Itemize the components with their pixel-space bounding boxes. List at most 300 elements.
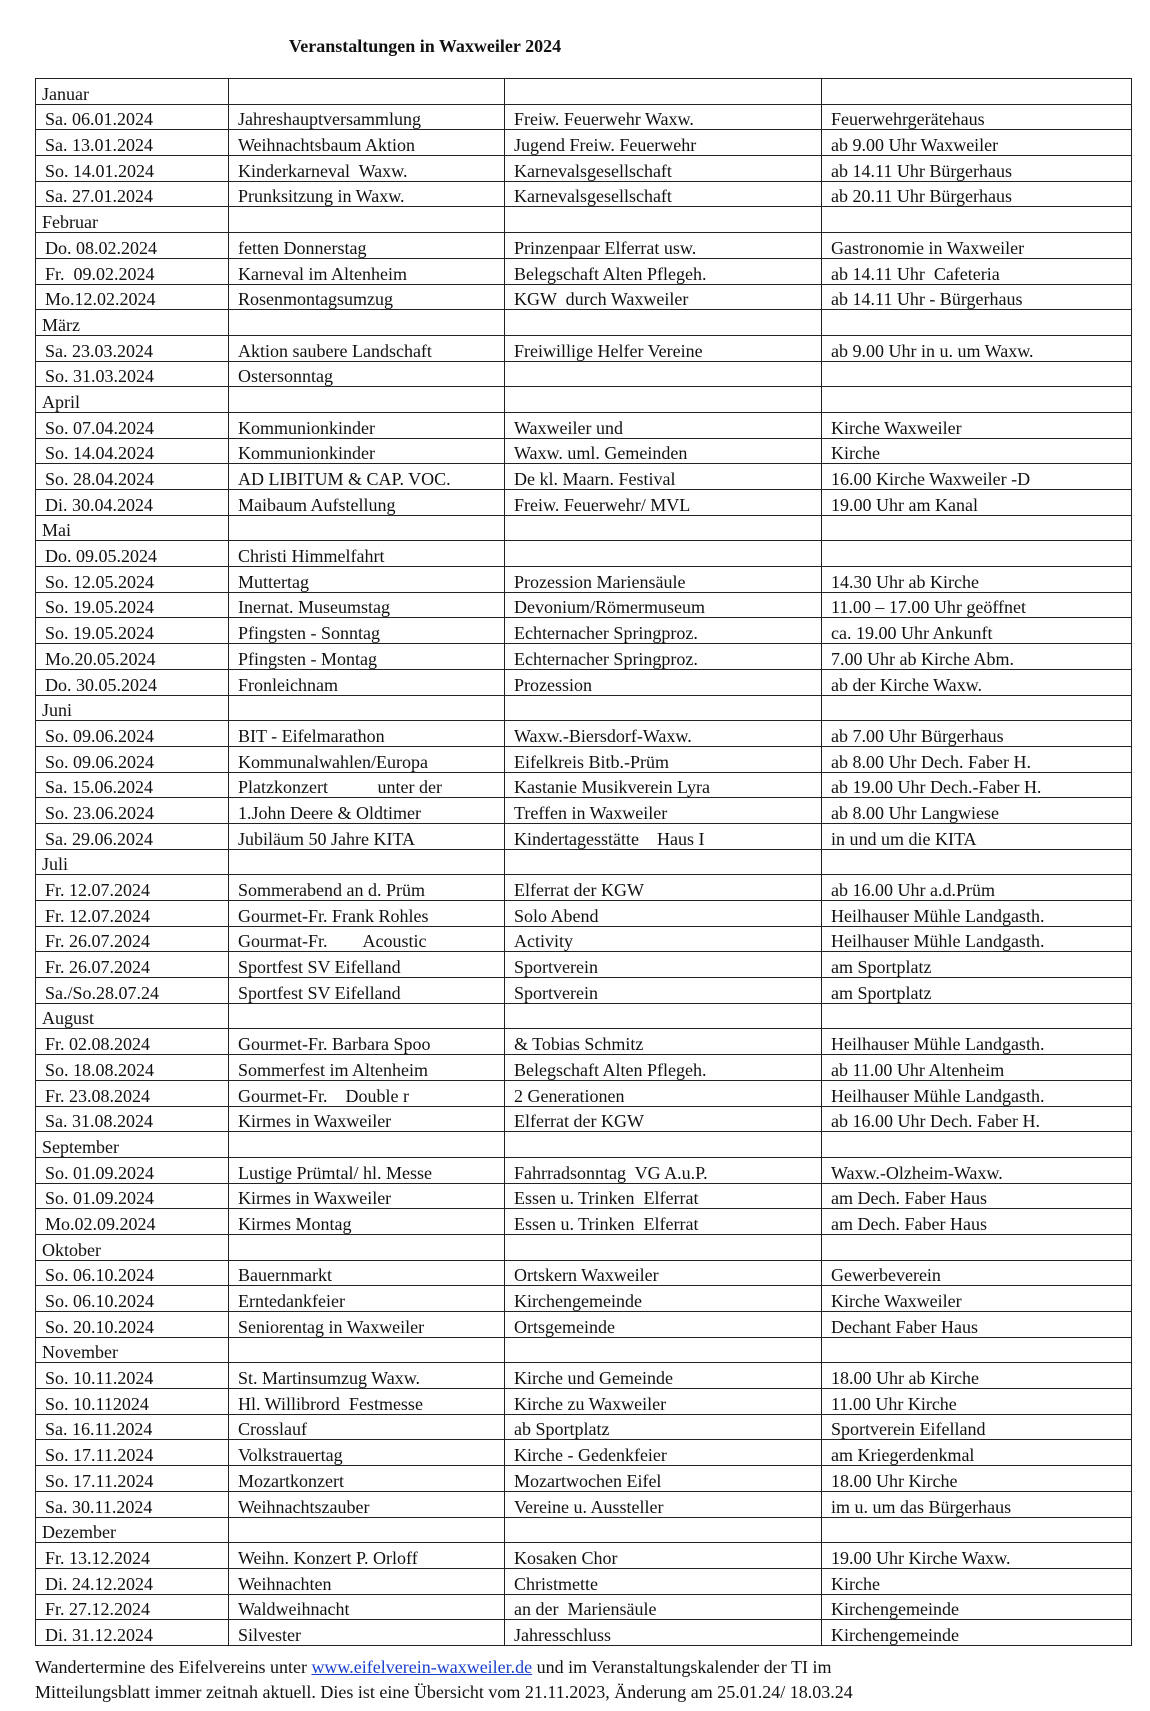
empty-cell [822,849,1132,875]
table-row [36,1414,1132,1440]
event-organizer: Eifelkreis Bitb.-Prüm [505,746,822,772]
table-row [36,1209,1132,1235]
event-date: Sa. 29.06.2024 [36,823,229,849]
event-organizer: KGW durch Waxweiler [505,284,822,310]
empty-cell [505,695,822,721]
event-organizer: Solo Abend [505,901,822,927]
event-date: So. 01.09.2024 [36,1157,229,1183]
month-label: Oktober [36,1234,229,1260]
event-location: ab 8.00 Uhr Langwiese [822,798,1132,824]
event-location: Sportverein Eifelland [822,1414,1132,1440]
empty-cell [229,207,505,233]
event-location: Heilhauser Mühle Landgasth. [822,926,1132,952]
event-organizer: & Tobias Schmitz [505,1029,822,1055]
event-date: Fr. 02.08.2024 [36,1029,229,1055]
event-name: Hl. Willibrord Festmesse [229,1389,505,1415]
table-row [36,721,1132,747]
month-header-row [36,1234,1132,1260]
event-date: Fr. 26.07.2024 [36,952,229,978]
month-label: April [36,387,229,413]
event-name: Volkstrauertag [229,1440,505,1466]
event-location: Gastronomie in Waxweiler [822,233,1132,259]
event-location: 18.00 Uhr Kirche [822,1466,1132,1492]
empty-cell [229,79,505,105]
event-name: Ostersonntag [229,361,505,387]
event-organizer: Prozession Mariensäule [505,567,822,593]
event-name: Karneval im Altenheim [229,258,505,284]
table-row [36,952,1132,978]
empty-cell [505,207,822,233]
event-date: So. 12.05.2024 [36,567,229,593]
event-organizer: De kl. Maarn. Festival [505,464,822,490]
event-location: 11.00 Uhr Kirche [822,1389,1132,1415]
event-location: Heilhauser Mühle Landgasth. [822,901,1132,927]
event-location: 19.00 Uhr Kirche Waxw. [822,1543,1132,1569]
empty-cell [229,1132,505,1158]
table-row [36,618,1132,644]
event-date: So. 09.06.2024 [36,721,229,747]
empty-cell [229,849,505,875]
table-row [36,926,1132,952]
month-label: November [36,1337,229,1363]
empty-cell [822,1517,1132,1543]
event-organizer: Essen u. Trinken Elferrat [505,1183,822,1209]
month-label: Juli [36,849,229,875]
event-name: Lustige Prümtal/ hl. Messe [229,1157,505,1183]
footer-text-after: und im Veranstaltungskalender der TI im [532,1657,832,1677]
event-organizer: 2 Generationen [505,1080,822,1106]
table-row [36,156,1132,182]
table-row [36,901,1132,927]
event-location: 11.00 – 17.00 Uhr geöffnet [822,592,1132,618]
event-date: Fr. 12.07.2024 [36,875,229,901]
event-date: So. 17.11.2024 [36,1440,229,1466]
event-organizer: Vereine u. Aussteller [505,1491,822,1517]
table-row [36,978,1132,1004]
event-organizer: Kirche und Gemeinde [505,1363,822,1389]
event-location: in und um die KITA [822,823,1132,849]
table-row [36,258,1132,284]
event-date: Fr. 26.07.2024 [36,926,229,952]
event-location: ab 8.00 Uhr Dech. Faber H. [822,746,1132,772]
event-name: Bauernmarkt [229,1260,505,1286]
empty-cell [505,849,822,875]
event-name: Crosslauf [229,1414,505,1440]
event-location: am Dech. Faber Haus [822,1183,1132,1209]
table-row [36,541,1132,567]
event-date: So. 07.04.2024 [36,412,229,438]
event-location: Gewerbeverein [822,1260,1132,1286]
empty-cell [822,207,1132,233]
empty-cell [229,1003,505,1029]
month-label: August [36,1003,229,1029]
table-row [36,361,1132,387]
event-name: Prunksitzung in Waxw. [229,181,505,207]
empty-cell [505,79,822,105]
event-date: So. 19.05.2024 [36,618,229,644]
month-header-row [36,515,1132,541]
empty-cell [505,1517,822,1543]
event-name: Muttertag [229,567,505,593]
event-name: Kirmes in Waxweiler [229,1106,505,1132]
month-label: Dezember [36,1517,229,1543]
event-date: Sa./So.28.07.24 [36,978,229,1004]
event-organizer: Belegschaft Alten Pflegeh. [505,1055,822,1081]
event-organizer: Karnevalsgesellschaft [505,156,822,182]
event-name: Gourmet-Fr. Barbara Spoo [229,1029,505,1055]
event-name: Weihnachtszauber [229,1491,505,1517]
event-location [822,541,1132,567]
event-name: St. Martinsumzug Waxw. [229,1363,505,1389]
event-location: ab 9.00 Uhr in u. um Waxw. [822,335,1132,361]
event-organizer: Waxw. uml. Gemeinden [505,438,822,464]
event-location: ab 16.00 Uhr a.d.Prüm [822,875,1132,901]
event-name: Platzkonzert unter der [229,772,505,798]
event-location: ab 14.11 Uhr Cafeteria [822,258,1132,284]
event-organizer: Kosaken Chor [505,1543,822,1569]
month-header-row [36,207,1132,233]
event-organizer: Elferrat der KGW [505,1106,822,1132]
table-row [36,335,1132,361]
table-row [36,1363,1132,1389]
event-location: am Sportplatz [822,978,1132,1004]
event-location: Kirchengemeinde [822,1620,1132,1646]
event-organizer: Echternacher Springproz. [505,644,822,670]
table-row [36,567,1132,593]
table-row [36,1055,1132,1081]
month-label: März [36,310,229,336]
month-label: Mai [36,515,229,541]
event-date: Do. 30.05.2024 [36,669,229,695]
table-row [36,1440,1132,1466]
empty-cell [822,695,1132,721]
event-organizer: Waxw.-Biersdorf-Waxw. [505,721,822,747]
event-date: Fr. 12.07.2024 [36,901,229,927]
event-date: Di. 30.04.2024 [36,490,229,516]
empty-cell [822,1337,1132,1363]
event-organizer: Echternacher Springproz. [505,618,822,644]
event-date: So. 10.11.2024 [36,1363,229,1389]
month-header-row [36,695,1132,721]
table-row [36,1286,1132,1312]
event-organizer: Freiw. Feuerwehr Waxw. [505,104,822,130]
event-organizer: Kirche zu Waxweiler [505,1389,822,1415]
table-row [36,412,1132,438]
event-name: fetten Donnerstag [229,233,505,259]
event-name: Pfingsten - Montag [229,644,505,670]
event-location: ca. 19.00 Uhr Ankunft [822,618,1132,644]
event-organizer: Waxweiler und [505,412,822,438]
empty-cell [505,310,822,336]
event-date: Fr. 27.12.2024 [36,1594,229,1620]
event-location: ab 14.11 Uhr - Bürgerhaus [822,284,1132,310]
event-location: 18.00 Uhr ab Kirche [822,1363,1132,1389]
event-name: Weihn. Konzert P. Orloff [229,1543,505,1569]
event-location: am Sportplatz [822,952,1132,978]
table-row [36,772,1132,798]
footer-line-2: Mitteilungsblatt immer zeitnah aktuell. Dies ist eine Übersicht vom 21.11.2023, Änderung am 25.01.24/ 18.03.24 [35,1682,853,1702]
empty-cell [822,387,1132,413]
table-row [36,1568,1132,1594]
event-location: ab der Kirche Waxw. [822,669,1132,695]
empty-cell [505,1337,822,1363]
event-name: Christi Himmelfahrt [229,541,505,567]
event-organizer [505,361,822,387]
table-row [36,1620,1132,1646]
event-organizer: ab Sportplatz [505,1414,822,1440]
month-label: September [36,1132,229,1158]
event-organizer: Ortsgemeinde [505,1312,822,1338]
month-label: Januar [36,79,229,105]
event-organizer [505,541,822,567]
event-date: Mo.12.02.2024 [36,284,229,310]
event-name: Mozartkonzert [229,1466,505,1492]
table-row [36,1466,1132,1492]
event-name: Gourmat-Fr. Acoustic [229,926,505,952]
table-row [36,490,1132,516]
empty-cell [822,1003,1132,1029]
table-row [36,798,1132,824]
event-name: Gourmet-Fr. Frank Rohles [229,901,505,927]
table-row [36,1389,1132,1415]
event-location: ab 7.00 Uhr Bürgerhaus [822,721,1132,747]
month-header-row [36,310,1132,336]
event-name: Rosenmontagsumzug [229,284,505,310]
event-name: Fronleichnam [229,669,505,695]
empty-cell [505,515,822,541]
event-organizer: Kirchengemeinde [505,1286,822,1312]
event-organizer: Jugend Freiw. Feuerwehr [505,130,822,156]
event-date: So. 14.01.2024 [36,156,229,182]
event-location: ab 9.00 Uhr Waxweiler [822,130,1132,156]
event-date: Do. 08.02.2024 [36,233,229,259]
event-name: Aktion saubere Landschaft [229,335,505,361]
event-date: Sa. 16.11.2024 [36,1414,229,1440]
table-row [36,1183,1132,1209]
event-date: Di. 24.12.2024 [36,1568,229,1594]
event-organizer: Treffen in Waxweiler [505,798,822,824]
event-organizer: Elferrat der KGW [505,875,822,901]
event-location: Kirche [822,438,1132,464]
event-name: Waldweihnacht [229,1594,505,1620]
event-date: Do. 09.05.2024 [36,541,229,567]
month-header-row [36,1003,1132,1029]
eifelverein-link[interactable]: www.eifelverein-waxweiler.de [311,1657,533,1677]
events-table [35,78,1132,1646]
event-date: So. 18.08.2024 [36,1055,229,1081]
table-row [36,1157,1132,1183]
event-organizer: Fahrradsonntag VG A.u.P. [505,1157,822,1183]
event-name: Pfingsten - Sonntag [229,618,505,644]
event-date: So. 20.10.2024 [36,1312,229,1338]
table-row [36,1594,1132,1620]
month-header-row [36,387,1132,413]
event-location: 7.00 Uhr ab Kirche Abm. [822,644,1132,670]
event-location: 19.00 Uhr am Kanal [822,490,1132,516]
month-header-row [36,79,1132,105]
event-name: Erntedankfeier [229,1286,505,1312]
event-date: So. 23.06.2024 [36,798,229,824]
event-name: 1.John Deere & Oldtimer [229,798,505,824]
empty-cell [822,1132,1132,1158]
event-date: Sa. 15.06.2024 [36,772,229,798]
table-row [36,1029,1132,1055]
empty-cell [229,1337,505,1363]
empty-cell [822,1234,1132,1260]
event-location: ab 19.00 Uhr Dech.-Faber H. [822,772,1132,798]
event-location: ab 11.00 Uhr Altenheim [822,1055,1132,1081]
table-row [36,592,1132,618]
event-organizer: Prinzenpaar Elferrat usw. [505,233,822,259]
footer-note [35,1655,1135,1705]
event-organizer: Mozartwochen Eifel [505,1466,822,1492]
event-location [822,361,1132,387]
event-name: AD LIBITUM & CAP. VOC. [229,464,505,490]
table-row [36,823,1132,849]
events-table-body [36,79,1132,1646]
event-organizer: Christmette [505,1568,822,1594]
table-row [36,284,1132,310]
event-date: Fr. 23.08.2024 [36,1080,229,1106]
event-name: Silvester [229,1620,505,1646]
event-name: Inernat. Museumstag [229,592,505,618]
event-date: Sa. 23.03.2024 [36,335,229,361]
event-name: Kommunalwahlen/Europa [229,746,505,772]
event-location: Kirche Waxweiler [822,1286,1132,1312]
event-date: So. 14.04.2024 [36,438,229,464]
event-organizer: Freiw. Feuerwehr/ MVL [505,490,822,516]
event-date: So. 31.03.2024 [36,361,229,387]
empty-cell [822,310,1132,336]
table-row [36,1106,1132,1132]
event-organizer: Devonium/Römermuseum [505,592,822,618]
event-location: ab 20.11 Uhr Bürgerhaus [822,181,1132,207]
event-date: So. 19.05.2024 [36,592,229,618]
event-name: Kirmes Montag [229,1209,505,1235]
event-name: Sommerabend an d. Prüm [229,875,505,901]
event-organizer: Prozession [505,669,822,695]
empty-cell [505,1234,822,1260]
empty-cell [505,387,822,413]
event-date: So. 01.09.2024 [36,1183,229,1209]
event-location: am Dech. Faber Haus [822,1209,1132,1235]
event-organizer: Sportverein [505,978,822,1004]
event-date: So. 17.11.2024 [36,1466,229,1492]
event-date: Sa. 27.01.2024 [36,181,229,207]
footer-text-before: Wandertermine des Eifelvereins unter [35,1657,312,1677]
event-organizer: Essen u. Trinken Elferrat [505,1209,822,1235]
event-date: So. 28.04.2024 [36,464,229,490]
event-location: am Kriegerdenkmal [822,1440,1132,1466]
event-location: Kirchengemeinde [822,1594,1132,1620]
event-organizer: Kirche - Gedenkfeier [505,1440,822,1466]
table-row [36,464,1132,490]
event-date: Sa. 30.11.2024 [36,1491,229,1517]
table-row [36,669,1132,695]
event-location: Feuerwehrgerätehaus [822,104,1132,130]
event-name: BIT - Eifelmarathon [229,721,505,747]
table-row [36,104,1132,130]
event-date: Mo.02.09.2024 [36,1209,229,1235]
empty-cell [229,515,505,541]
table-row [36,233,1132,259]
event-date: Di. 31.12.2024 [36,1620,229,1646]
table-row [36,644,1132,670]
event-date: Fr. 09.02.2024 [36,258,229,284]
event-name: Weihnachten [229,1568,505,1594]
event-date: So. 06.10.2024 [36,1286,229,1312]
empty-cell [229,1517,505,1543]
event-location: im u. um das Bürgerhaus [822,1491,1132,1517]
event-name: Kirmes in Waxweiler [229,1183,505,1209]
table-row [36,1312,1132,1338]
event-organizer: Kastanie Musikverein Lyra [505,772,822,798]
event-organizer: Jahresschluss [505,1620,822,1646]
event-organizer: Ortskern Waxweiler [505,1260,822,1286]
table-row [36,1260,1132,1286]
empty-cell [822,515,1132,541]
month-header-row [36,1337,1132,1363]
event-location: Heilhauser Mühle Landgasth. [822,1080,1132,1106]
event-location: Kirche Waxweiler [822,412,1132,438]
table-row [36,438,1132,464]
table-row [36,1491,1132,1517]
event-date: Fr. 13.12.2024 [36,1543,229,1569]
month-label: Februar [36,207,229,233]
event-organizer: Activity [505,926,822,952]
event-organizer: Kindertagesstätte Haus I [505,823,822,849]
month-header-row [36,1517,1132,1543]
event-date: Sa. 13.01.2024 [36,130,229,156]
table-row [36,181,1132,207]
empty-cell [505,1132,822,1158]
table-row [36,875,1132,901]
event-date: So. 10.112024 [36,1389,229,1415]
event-date: Sa. 06.01.2024 [36,104,229,130]
event-date: Sa. 31.08.2024 [36,1106,229,1132]
event-date: Mo.20.05.2024 [36,644,229,670]
event-date: So. 06.10.2024 [36,1260,229,1286]
empty-cell [505,1003,822,1029]
event-name: Sportfest SV Eifelland [229,978,505,1004]
page-title: Veranstaltungen in Waxweiler 2024 [288,36,562,56]
event-name: Jahreshauptversammlung [229,104,505,130]
event-location: Kirche [822,1568,1132,1594]
month-label: Juni [36,695,229,721]
event-organizer: Belegschaft Alten Pflegeh. [505,258,822,284]
event-location: Dechant Faber Haus [822,1312,1132,1338]
table-row [36,1080,1132,1106]
event-name: Jubiläum 50 Jahre KITA [229,823,505,849]
event-name: Sommerfest im Altenheim [229,1055,505,1081]
empty-cell [229,695,505,721]
event-location: Waxw.-Olzheim-Waxw. [822,1157,1132,1183]
event-organizer: Freiwillige Helfer Vereine [505,335,822,361]
event-location: ab 16.00 Uhr Dech. Faber H. [822,1106,1132,1132]
event-name: Maibaum Aufstellung [229,490,505,516]
event-name: Kommunionkinder [229,412,505,438]
event-location: 14.30 Uhr ab Kirche [822,567,1132,593]
month-header-row [36,1132,1132,1158]
empty-cell [229,387,505,413]
table-row [36,1543,1132,1569]
event-name: Gourmet-Fr. Double r [229,1080,505,1106]
event-name: Weihnachtsbaum Aktion [229,130,505,156]
empty-cell [229,310,505,336]
event-organizer: Sportverein [505,952,822,978]
event-location: ab 14.11 Uhr Bürgerhaus [822,156,1132,182]
event-date: So. 09.06.2024 [36,746,229,772]
